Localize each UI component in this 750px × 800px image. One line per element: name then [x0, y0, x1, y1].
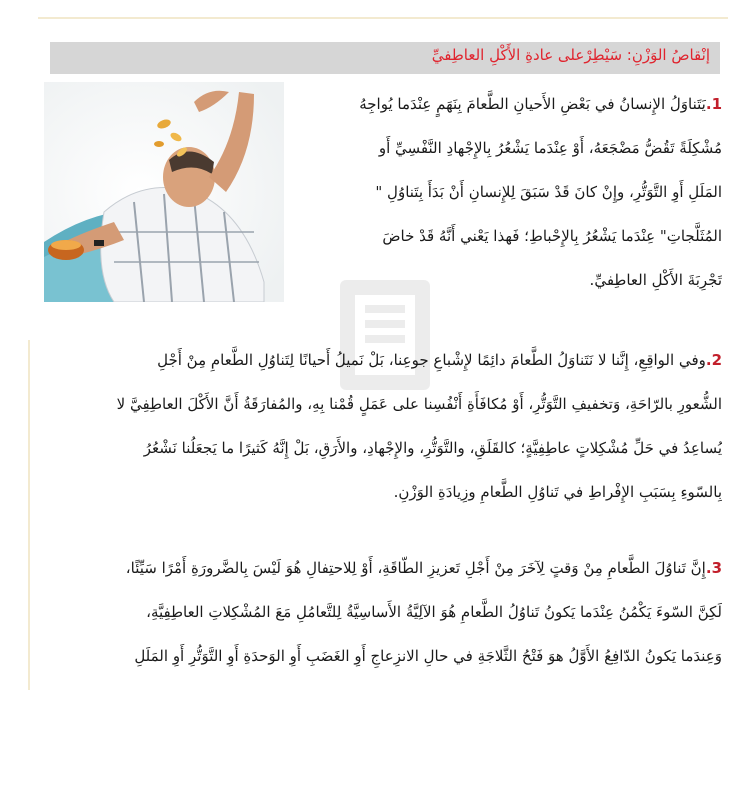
title-banner	[50, 42, 720, 74]
paragraph-2-line-1	[27, 338, 722, 382]
paragraph-1-line-1	[310, 82, 722, 126]
section-title: إنْقاصُ الوَزْنِ: سَيْطِرْعلى عادةِ الأَكْلِ العاطِفيِّ	[431, 46, 710, 64]
paragraph-1-line-3: المَلَلِ أَوِ التَّوَتُّرِ، وإِنْ كانَ قَدْ سَبَقَ لِلإِنسانِ أَنْ بَدَأَ بِتَناوُلِ "	[375, 183, 722, 201]
paragraph-2-number: 2.	[705, 351, 722, 369]
paragraph-3-text-1: إِنَّ تَناوُلَ الطَّعامِ مِنْ وَقتٍ لِآخَرَ مِنْ أَجْلِ تَعزيزِ الطّاقَةِ، أَوْ لِلاحتِفالِ هُوَ لَيْسَ بِالضَّرورَةِ أَمْرًا سَيِّئًا،	[125, 559, 706, 577]
top-divider	[38, 17, 728, 19]
paragraph-1-number: 1.	[705, 95, 722, 113]
paragraph-2-text-1: وفي الواقِعِ، إِنَّنا لا نَتَناوَلُ الطَّعامَ دائِمًا لإِشْباعِ جوعِنا، بَلْ نَميلُ أَحيانًا لِتَناوُلِ الطَّعامِ مِنْ أَجْلِ	[157, 351, 706, 369]
paragraph-1-line-2: مُشْكِلَةً تَقُضُّ مَضْجَعَهُ، أَوْ عِنْدَما يَشْعُرُ بِالإِجْهادِ النَّفْسِيِّ أَو	[378, 139, 722, 157]
paragraph-3-line-3: وَعِندَما يَكونُ الدّافِعُ الأَوَّلُ هوَ فَتْحُ الثَّلاجَةِ في حالِ الانزِعاجِ أَوِ الغَضَبِ أَوِ الوَحدَةِ أَوِ التَّوَتُّرِ أَوِ المَلَلِ	[134, 647, 722, 665]
paragraph-1-text-1: يَتَناوَلُ الإِنسانُ في بَعْضِ الأَحيانِ الطَّعامَ بِنَهَمٍ عِنْدَما يُواجِهُ	[359, 95, 706, 113]
paragraph-2	[27, 338, 722, 514]
paragraph-2-line-4: بِالسّوءِ بِسَبَبِ الإِفْراطِ في تَناوُلِ الطَّعامِ وزِيادَةِ الوَزْنِ.	[393, 483, 722, 501]
paragraph-2-line-3: يُساعِدُ في حَلِّ مُشْكِلاتٍ عاطِفِيَّةٍ؛ كالقَلَقِ، والتَّوَتُّرِ، والإِجْهادِ، والأَرَقِ، بَلْ إِنَّهُ كَثيرًا ما يَجعَلُنا نَشْعُرُ	[143, 439, 722, 457]
paragraph-3-line-2: لَكِنَّ السّوءَ يَكْمُنُ عِنْدَما يَكونُ تَناوُلُ الطَّعامِ هُوَ الآلِيَّةُ الأَساسِيَّةُ لِلتَّعامُلِ مَعَ المُشْكِلاتِ العاطِفِيَّةِ،	[146, 603, 722, 621]
paragraph-3	[27, 546, 722, 678]
paragraph-3-number: 3.	[705, 559, 722, 577]
paragraph-1	[310, 82, 722, 302]
paragraph-1-line-5: تَجْرِبَةَ الأَكْلِ العاطِفيِّ.	[589, 271, 722, 289]
paragraph-1-line-4: المُثَلَّجاتِ" عِنْدَما يَشْعُرُ بِالإِحْباطِ؛ فَهذا يَعْني أَنَّهُ قَدْ خاضَ	[382, 227, 722, 245]
paragraph-3-line-1	[27, 546, 722, 590]
paragraph-2-line-2: الشُّعورِ بالرّاحَةِ، وَتخفيفِ التَّوَتُّرِ، أَوْ مُكافَأَةِ أَنْفُسِنا على عَمَلٍ قُمْنا بِهِ، والمُفارَقَةُ أَنَّ الأَكْلَ العاطِفِيَّ لا	[116, 395, 722, 413]
